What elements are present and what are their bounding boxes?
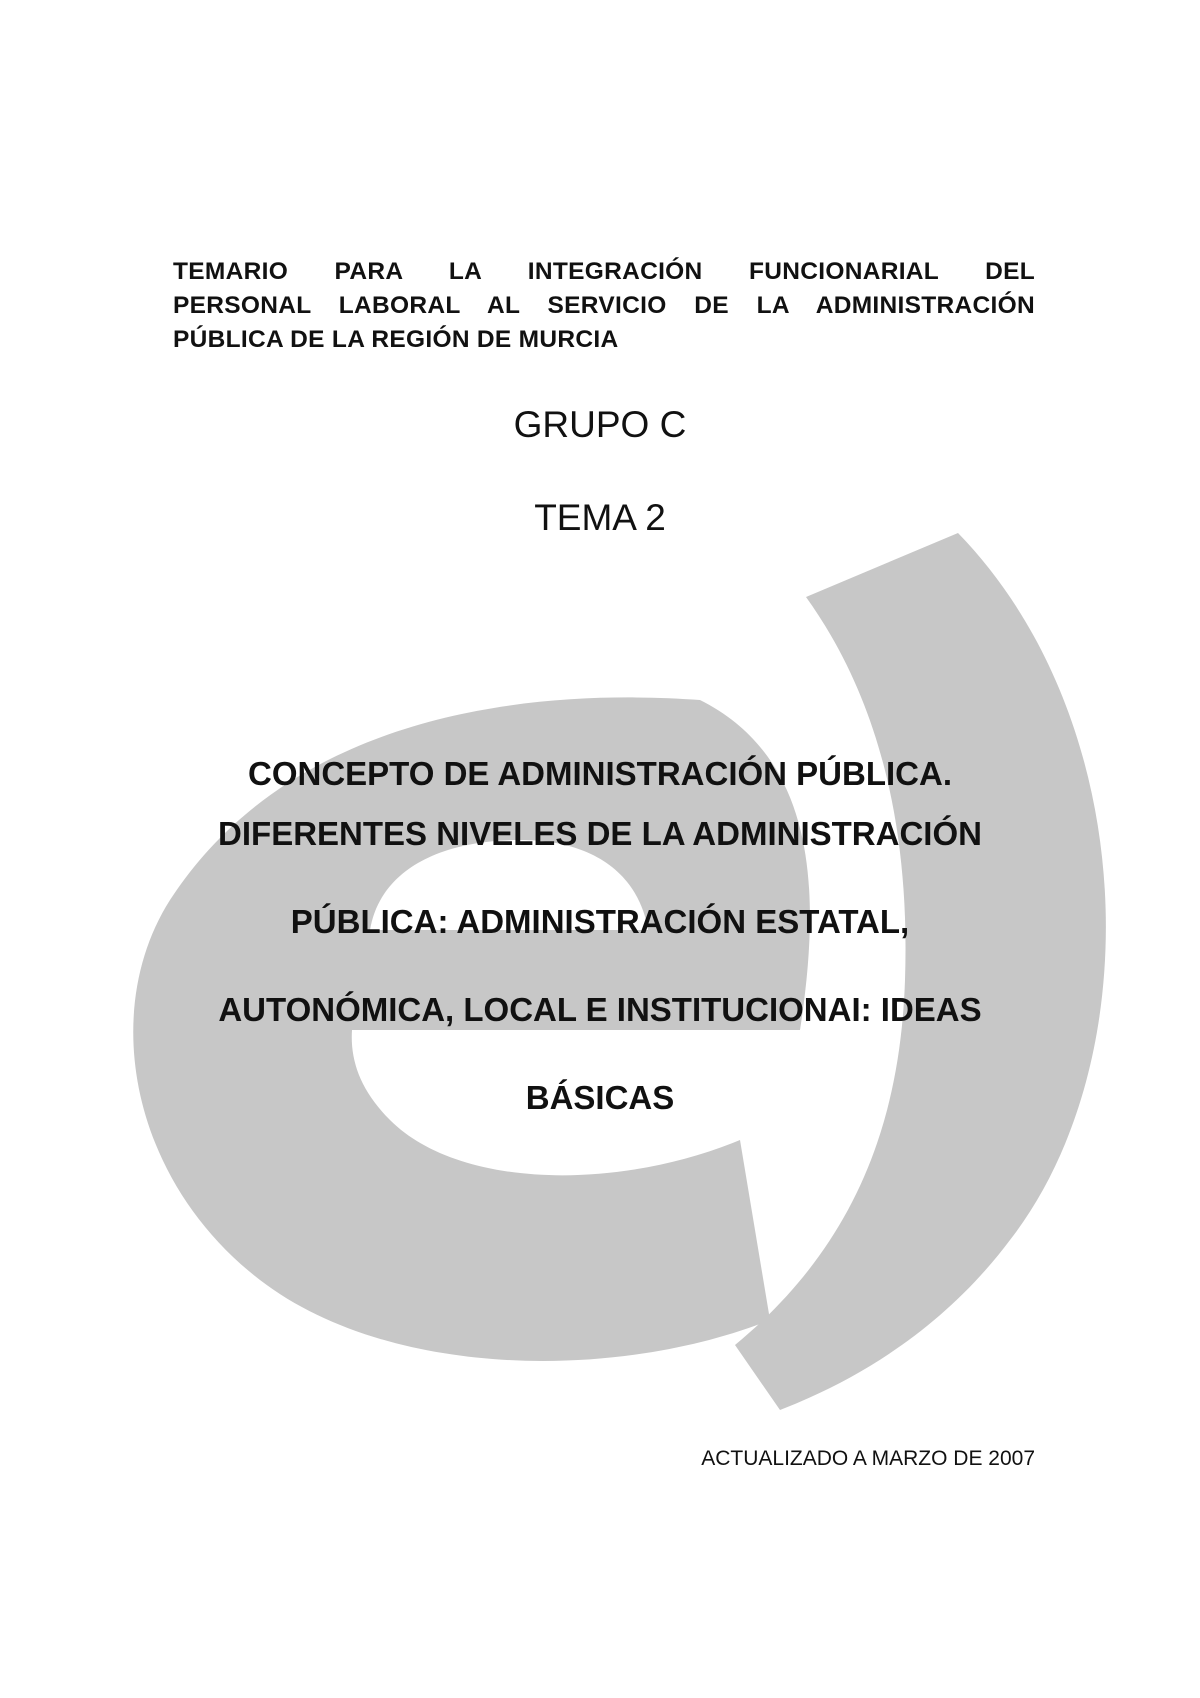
header-line: TEMARIO PARA LA INTEGRACIÓN FUNCIONARIAL DEL [173, 258, 1035, 285]
topic-label: TEMA 2 [534, 497, 666, 538]
logo-e-shape [133, 697, 810, 1361]
updated-note: ACTUALIZADO A MARZO DE 2007 [701, 1447, 1035, 1470]
title-line: DIFERENTES NIVELES DE LA ADMINISTRACIÓN [218, 815, 982, 852]
title-line: AUTONÓMICA, LOCAL E INSTITUCIONAI: IDEAS [218, 991, 982, 1028]
group-label: GRUPO C [513, 404, 687, 445]
title-line: CONCEPTO DE ADMINISTRACIÓN PÚBLICA. [247, 755, 953, 792]
header-line: PERSONAL LABORAL AL SERVICIO DE LA ADMINISTRACIÓN [173, 292, 1035, 319]
title-line: PÚBLICA: ADMINISTRACIÓN ESTATAL, [290, 903, 910, 940]
title-line: BÁSICAS [525, 1079, 675, 1116]
document-header [173, 255, 1035, 357]
header-line: PÚBLICA DE LA REGIÓN DE MURCIA [173, 326, 619, 353]
